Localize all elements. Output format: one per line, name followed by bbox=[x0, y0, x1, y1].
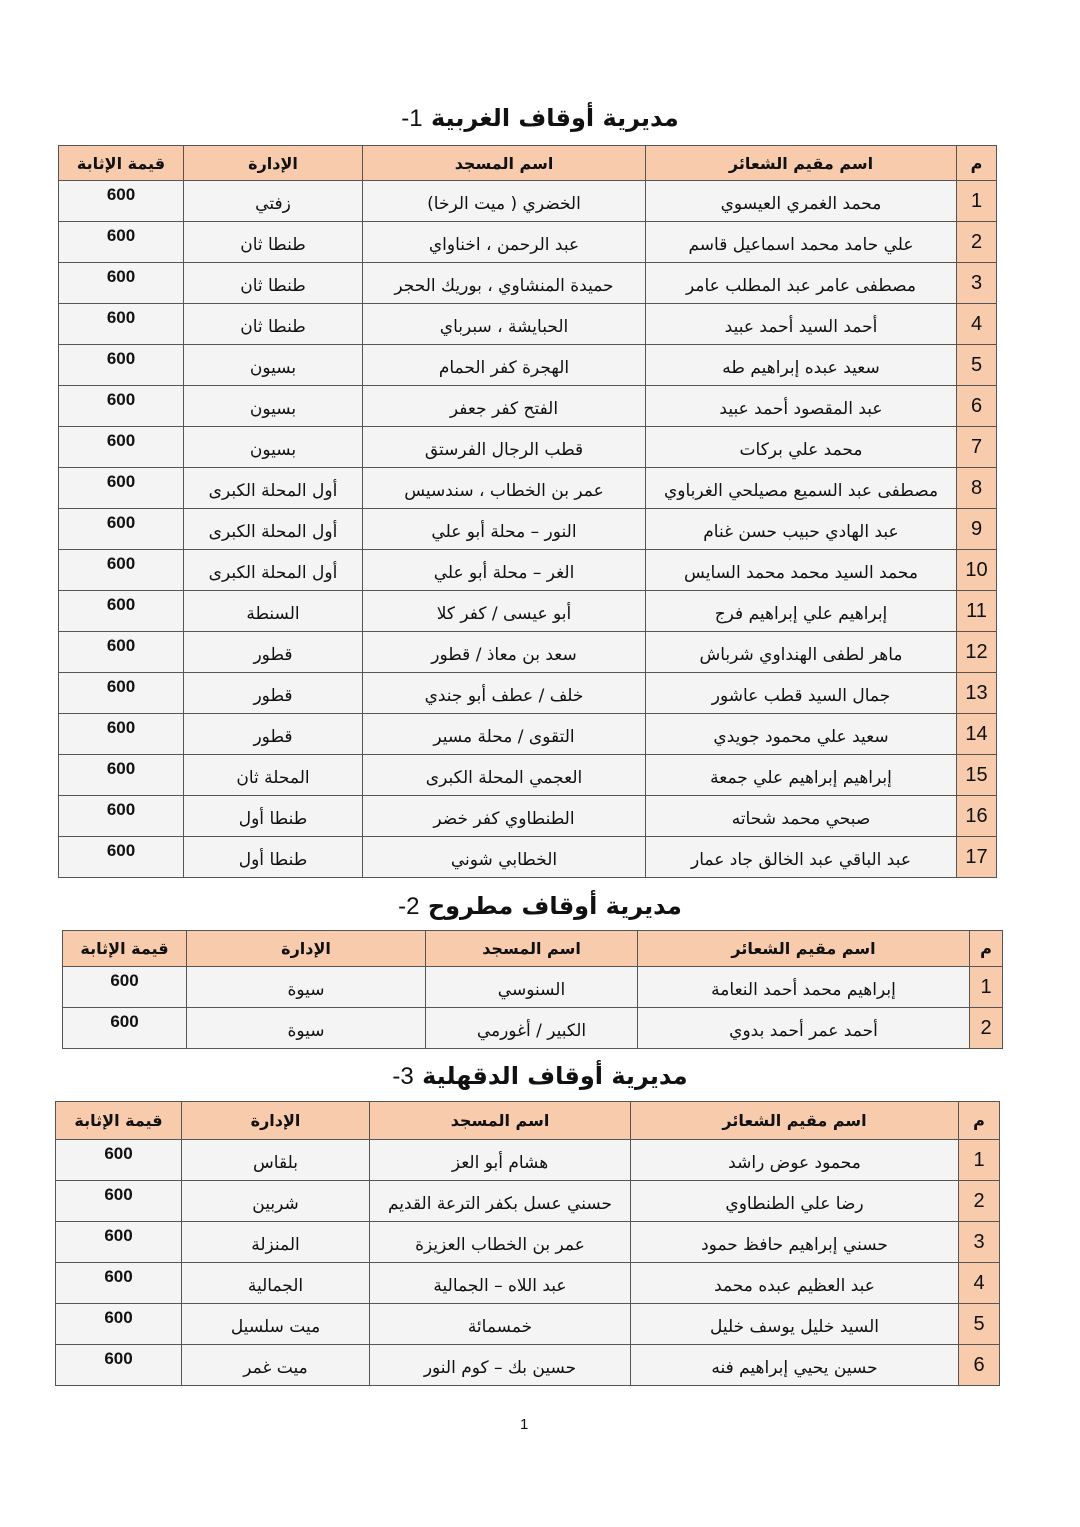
table-row bbox=[56, 1222, 1000, 1263]
cell-name: محمود عوض راشد bbox=[631, 1140, 959, 1181]
table-row bbox=[59, 837, 997, 878]
cell-num: 1 bbox=[959, 1140, 1000, 1181]
table-row bbox=[59, 304, 997, 345]
cell-admin: طنطا أول bbox=[184, 837, 363, 878]
cell-value: 600 bbox=[59, 181, 184, 222]
table-row bbox=[59, 263, 997, 304]
cell-name: عبد الهادي حبيب حسن غنام bbox=[646, 509, 957, 550]
cell-admin: أول المحلة الكبرى bbox=[184, 550, 363, 591]
cell-admin: بلقاس bbox=[182, 1140, 370, 1181]
cell-name: أحمد عمر أحمد بدوي bbox=[638, 1008, 970, 1049]
cell-mosque: الطنطاوي كفر خضر bbox=[363, 796, 646, 837]
cell-name: حسين يحيي إبراهيم فنه bbox=[631, 1345, 959, 1386]
cell-value: 600 bbox=[59, 345, 184, 386]
column-header-value: قيمة الإثابة bbox=[56, 1102, 182, 1140]
cell-mosque: الغر – محلة أبو علي bbox=[363, 550, 646, 591]
cell-mosque: العجمي المحلة الكبرى bbox=[363, 755, 646, 796]
cell-value: 600 bbox=[56, 1304, 182, 1345]
section-number: 1- bbox=[401, 105, 423, 132]
header-row bbox=[63, 931, 1003, 967]
table-row bbox=[59, 181, 997, 222]
cell-name: علي حامد محمد اسماعيل قاسم bbox=[646, 222, 957, 263]
cell-admin: المنزلة bbox=[182, 1222, 370, 1263]
column-header-num: م bbox=[957, 146, 997, 181]
cell-mosque: عبد اللاه – الجمالية bbox=[370, 1263, 631, 1304]
cell-name: إبراهيم محمد أحمد النعامة bbox=[638, 967, 970, 1008]
cell-admin: قطور bbox=[184, 632, 363, 673]
header-row bbox=[59, 146, 997, 181]
cell-num: 16 bbox=[957, 796, 997, 837]
cell-num: 7 bbox=[957, 427, 997, 468]
column-header-name: اسم مقيم الشعائر bbox=[646, 146, 957, 181]
cell-name: محمد الغمري العيسوي bbox=[646, 181, 957, 222]
cell-num: 4 bbox=[957, 304, 997, 345]
cell-num: 10 bbox=[957, 550, 997, 591]
cell-value: 600 bbox=[59, 591, 184, 632]
cell-value: 600 bbox=[59, 263, 184, 304]
cell-mosque: عمر بن الخطاب ، سندسيس bbox=[363, 468, 646, 509]
table-gharbia bbox=[58, 145, 997, 878]
table-row bbox=[59, 591, 997, 632]
cell-num: 3 bbox=[959, 1222, 1000, 1263]
cell-admin: طنطا ثان bbox=[184, 304, 363, 345]
cell-admin: قطور bbox=[184, 714, 363, 755]
cell-name: مصطفى عبد السميع مصيلحي الغرباوي bbox=[646, 468, 957, 509]
cell-mosque: حسني عسل بكفر الترعة القديم bbox=[370, 1181, 631, 1222]
table-row bbox=[59, 345, 997, 386]
cell-num: 11 bbox=[957, 591, 997, 632]
cell-value: 600 bbox=[59, 304, 184, 345]
table-matrouh bbox=[62, 930, 1003, 1049]
cell-value: 600 bbox=[63, 967, 187, 1008]
table-row bbox=[59, 755, 997, 796]
cell-mosque: خمسمائة bbox=[370, 1304, 631, 1345]
cell-value: 600 bbox=[59, 837, 184, 878]
cell-num: 12 bbox=[957, 632, 997, 673]
table-row bbox=[56, 1304, 1000, 1345]
cell-value: 600 bbox=[63, 1008, 187, 1049]
table-row bbox=[59, 673, 997, 714]
header-row bbox=[56, 1102, 1000, 1140]
cell-mosque: الخضري ( ميت الرخا) bbox=[363, 181, 646, 222]
cell-admin: طنطا أول bbox=[184, 796, 363, 837]
cell-name: سعيد علي محمود جويدي bbox=[646, 714, 957, 755]
cell-value: 600 bbox=[59, 386, 184, 427]
cell-value: 600 bbox=[59, 714, 184, 755]
cell-admin: بسيون bbox=[184, 386, 363, 427]
cell-num: 2 bbox=[957, 222, 997, 263]
column-header-value: قيمة الإثابة bbox=[59, 146, 184, 181]
cell-name: عبد العظيم عبده محمد bbox=[631, 1263, 959, 1304]
cell-mosque: أبو عيسى / كفر كلا bbox=[363, 591, 646, 632]
column-header-mosque: اسم المسجد bbox=[426, 931, 638, 967]
cell-num: 8 bbox=[957, 468, 997, 509]
cell-mosque: سعد بن معاذ / قطور bbox=[363, 632, 646, 673]
cell-admin: بسيون bbox=[184, 427, 363, 468]
section-title-text: مديرية أوقاف الدقهلية bbox=[422, 1062, 688, 1090]
table-row bbox=[56, 1140, 1000, 1181]
page-number: 1 bbox=[520, 1416, 529, 1433]
cell-value: 600 bbox=[59, 755, 184, 796]
cell-name: عبد المقصود أحمد عبيد bbox=[646, 386, 957, 427]
cell-admin: المحلة ثان bbox=[184, 755, 363, 796]
cell-name: أحمد السيد أحمد عبيد bbox=[646, 304, 957, 345]
cell-mosque: هشام أبو العز bbox=[370, 1140, 631, 1181]
cell-name: رضا علي الطنطاوي bbox=[631, 1181, 959, 1222]
column-header-admin: الإدارة bbox=[184, 146, 363, 181]
cell-num: 5 bbox=[957, 345, 997, 386]
cell-mosque: عبد الرحمن ، اخناواي bbox=[363, 222, 646, 263]
cell-mosque: الخطابي شوني bbox=[363, 837, 646, 878]
cell-mosque: الحبايشة ، سبرباي bbox=[363, 304, 646, 345]
cell-num: 2 bbox=[959, 1181, 1000, 1222]
cell-value: 600 bbox=[59, 509, 184, 550]
cell-name: صبحي محمد شحاته bbox=[646, 796, 957, 837]
cell-value: 600 bbox=[56, 1140, 182, 1181]
cell-admin: أول المحلة الكبرى bbox=[184, 509, 363, 550]
cell-num: 4 bbox=[959, 1263, 1000, 1304]
cell-name: إبراهيم إبراهيم علي جمعة bbox=[646, 755, 957, 796]
cell-mosque: حميدة المنشاوي ، بوريك الحجر bbox=[363, 263, 646, 304]
column-header-name: اسم مقيم الشعائر bbox=[638, 931, 970, 967]
section-title-text: مديرية أوقاف الغربية bbox=[430, 104, 679, 132]
section-number: 3- bbox=[392, 1063, 414, 1090]
cell-value: 600 bbox=[59, 796, 184, 837]
cell-admin: قطور bbox=[184, 673, 363, 714]
cell-value: 600 bbox=[56, 1181, 182, 1222]
cell-value: 600 bbox=[59, 673, 184, 714]
cell-num: 14 bbox=[957, 714, 997, 755]
cell-admin: زفتي bbox=[184, 181, 363, 222]
cell-name: سعيد عبده إبراهيم طه bbox=[646, 345, 957, 386]
cell-name: مصطفى عامر عبد المطلب عامر bbox=[646, 263, 957, 304]
column-header-mosque: اسم المسجد bbox=[370, 1102, 631, 1140]
cell-num: 6 bbox=[957, 386, 997, 427]
cell-value: 600 bbox=[59, 222, 184, 263]
cell-name: السيد خليل يوسف خليل bbox=[631, 1304, 959, 1345]
cell-value: 600 bbox=[56, 1345, 182, 1386]
column-header-admin: الإدارة bbox=[182, 1102, 370, 1140]
cell-value: 600 bbox=[56, 1222, 182, 1263]
table-row bbox=[59, 386, 997, 427]
section-title-1 bbox=[0, 104, 1080, 133]
cell-admin: طنطا ثان bbox=[184, 222, 363, 263]
cell-admin: السنطة bbox=[184, 591, 363, 632]
cell-name: حسني إبراهيم حافظ حمود bbox=[631, 1222, 959, 1263]
cell-value: 600 bbox=[59, 427, 184, 468]
table-row bbox=[56, 1345, 1000, 1386]
cell-mosque: السنوسي bbox=[426, 967, 638, 1008]
table-row bbox=[59, 550, 997, 591]
cell-name: ماهر لطفى الهنداوي شرباش bbox=[646, 632, 957, 673]
cell-mosque: الهجرة كفر الحمام bbox=[363, 345, 646, 386]
cell-name: عبد الباقي عبد الخالق جاد عمار bbox=[646, 837, 957, 878]
cell-name: إبراهيم علي إبراهيم فرج bbox=[646, 591, 957, 632]
cell-value: 600 bbox=[59, 468, 184, 509]
cell-num: 15 bbox=[957, 755, 997, 796]
table-row bbox=[63, 967, 1003, 1008]
cell-mosque: قطب الرجال الفرستق bbox=[363, 427, 646, 468]
cell-mosque: خلف / عطف أبو جندي bbox=[363, 673, 646, 714]
column-header-num: م bbox=[959, 1102, 1000, 1140]
cell-mosque: النور – محلة أبو علي bbox=[363, 509, 646, 550]
cell-mosque: حسين بك – كوم النور bbox=[370, 1345, 631, 1386]
cell-admin: الجمالية bbox=[182, 1263, 370, 1304]
cell-num: 1 bbox=[957, 181, 997, 222]
table-row bbox=[59, 509, 997, 550]
table-row bbox=[59, 222, 997, 263]
cell-value: 600 bbox=[59, 550, 184, 591]
cell-admin: أول المحلة الكبرى bbox=[184, 468, 363, 509]
cell-mosque: الفتح كفر جعفر bbox=[363, 386, 646, 427]
cell-admin: سيوة bbox=[187, 967, 426, 1008]
table-row bbox=[59, 427, 997, 468]
cell-name: محمد السيد محمد محمد السايس bbox=[646, 550, 957, 591]
cell-num: 6 bbox=[959, 1345, 1000, 1386]
column-header-num: م bbox=[970, 931, 1003, 967]
cell-name: جمال السيد قطب عاشور bbox=[646, 673, 957, 714]
cell-num: 1 bbox=[970, 967, 1003, 1008]
cell-name: محمد علي بركات bbox=[646, 427, 957, 468]
cell-mosque: عمر بن الخطاب العزيزة bbox=[370, 1222, 631, 1263]
section-title-3 bbox=[0, 1062, 1080, 1091]
table-row bbox=[59, 796, 997, 837]
table-row bbox=[56, 1181, 1000, 1222]
table-row bbox=[56, 1263, 1000, 1304]
cell-admin: سيوة bbox=[187, 1008, 426, 1049]
table-row bbox=[59, 632, 997, 673]
column-header-value: قيمة الإثابة bbox=[63, 931, 187, 967]
cell-admin: ميت سلسيل bbox=[182, 1304, 370, 1345]
cell-admin: بسيون bbox=[184, 345, 363, 386]
table-row bbox=[59, 714, 997, 755]
cell-admin: ميت غمر bbox=[182, 1345, 370, 1386]
column-header-admin: الإدارة bbox=[187, 931, 426, 967]
cell-admin: طنطا ثان bbox=[184, 263, 363, 304]
cell-num: 17 bbox=[957, 837, 997, 878]
cell-num: 5 bbox=[959, 1304, 1000, 1345]
table-dakahlia bbox=[55, 1101, 1000, 1386]
section-title-text: مديرية أوقاف مطروح bbox=[427, 892, 682, 920]
column-header-mosque: اسم المسجد bbox=[363, 146, 646, 181]
section-title-2 bbox=[0, 892, 1080, 921]
cell-num: 2 bbox=[970, 1008, 1003, 1049]
section-number: 2- bbox=[398, 893, 420, 920]
cell-num: 3 bbox=[957, 263, 997, 304]
cell-admin: شربين bbox=[182, 1181, 370, 1222]
cell-mosque: التقوى / محلة مسير bbox=[363, 714, 646, 755]
cell-num: 9 bbox=[957, 509, 997, 550]
cell-value: 600 bbox=[59, 632, 184, 673]
cell-value: 600 bbox=[56, 1263, 182, 1304]
column-header-name: اسم مقيم الشعائر bbox=[631, 1102, 959, 1140]
table-row bbox=[59, 468, 997, 509]
cell-mosque: الكبير / أغورمي bbox=[426, 1008, 638, 1049]
table-row bbox=[63, 1008, 1003, 1049]
cell-num: 13 bbox=[957, 673, 997, 714]
